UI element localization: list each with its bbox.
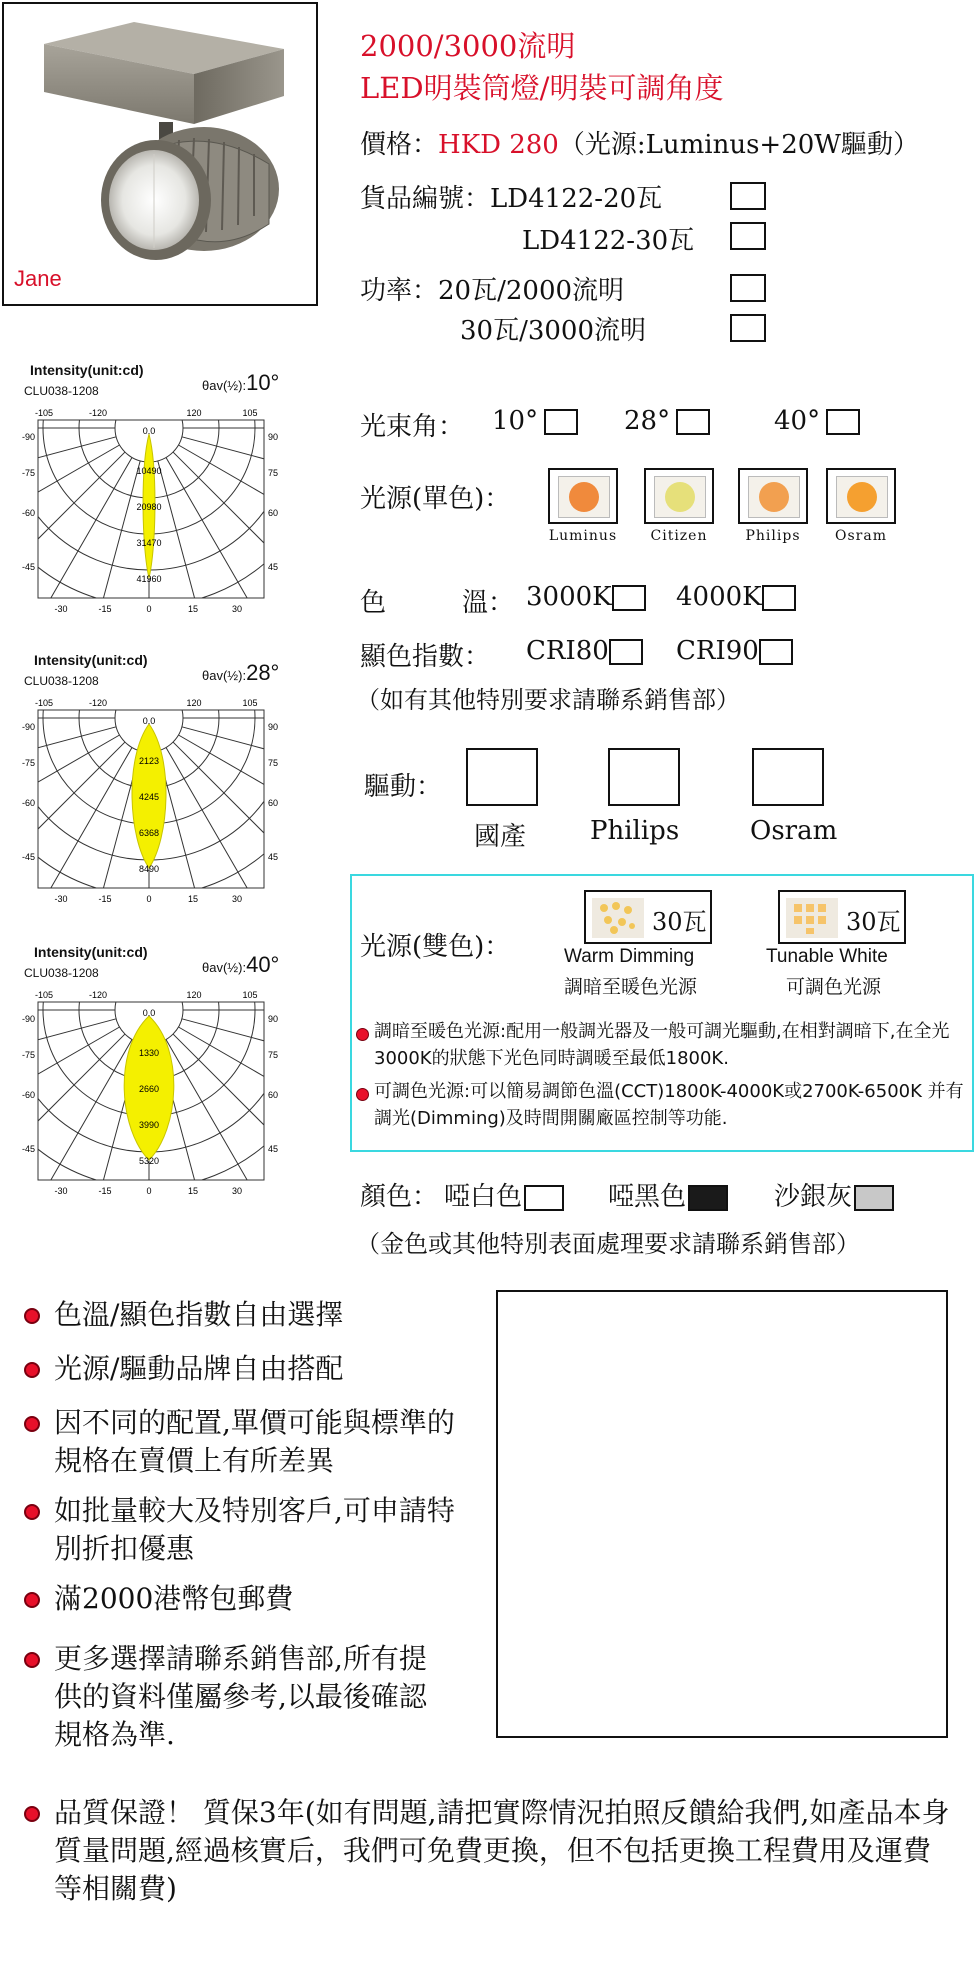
polar-chart-title: Intensity(unit:cd) (34, 652, 148, 668)
axis-tick-label: -15 (98, 1186, 112, 1196)
theta-value: 40° (246, 952, 280, 977)
led-chip-brand-label: Osram (835, 528, 887, 544)
beam-option-label: 28° (624, 406, 671, 436)
led-chip-brand-label: Philips (745, 528, 801, 544)
polar-chart-title: Intensity(unit:cd) (30, 362, 144, 378)
feature-bullet-text: 因不同的配置,單價可能與標準的規格在賣價上有所差異 (54, 1406, 455, 1477)
cri-option-label: CRI90 (676, 636, 759, 666)
intensity-label: 1330 (138, 1048, 160, 1058)
bullet-icon (24, 1592, 40, 1608)
warm-dim-watt: 30瓦 (652, 908, 707, 936)
axis-tick-label: -30 (54, 1186, 68, 1196)
finish-row (360, 1176, 438, 1213)
cri-option-80 (526, 636, 643, 666)
intensity-label: 8490 (138, 864, 160, 874)
power-option-30w: 30瓦/3000流明 (460, 316, 647, 346)
led-chip-icon (748, 476, 800, 518)
cri-option-label: CRI80 (526, 636, 609, 666)
led-emitter-icon (759, 482, 789, 512)
cri-90-checkbox[interactable] (759, 639, 793, 665)
theta-label: θav(½): (202, 668, 247, 683)
sku-30w-checkbox[interactable] (730, 222, 766, 250)
cct-option-4000k (676, 582, 796, 612)
finish-label: 顏色： (360, 1182, 439, 1212)
beam-10-checkbox[interactable] (544, 409, 578, 435)
axis-tick-label: 75 (268, 468, 279, 478)
sku-option-30w: LD4122-30瓦 (522, 226, 695, 256)
finish-option-white (444, 1176, 564, 1213)
led-chip-icon (558, 476, 610, 518)
product-photo-frame (2, 2, 318, 306)
price-value: HKD 280 (438, 130, 559, 160)
intensity-label: 0.0 (142, 1008, 156, 1018)
finish-option-label: 沙銀灰 (774, 1182, 853, 1212)
theta-label: θav(½): (202, 960, 247, 975)
feature-bullet-text: 品質保證！ 質保3年(如有問題,請把實際情況拍照反饋給我們,如產品本身質量問題,經過核實后，我們可免費更換，但不包括更換工程費用及運費等相關費) (54, 1796, 950, 1905)
finish-option-label: 啞白色 (444, 1182, 523, 1212)
led-chip-icon (836, 476, 888, 518)
intensity-label: 0.0 (142, 426, 156, 436)
axis-tick-label: 60 (268, 798, 279, 808)
axis-tick-label: 15 (187, 604, 199, 614)
intensity-label: 5320 (138, 1156, 160, 1166)
axis-tick-label: 90 (268, 722, 279, 732)
finish-grey-swatch[interactable] (854, 1185, 894, 1211)
beam-option-10 (492, 406, 578, 436)
axis-tick-label: 75 (268, 1050, 279, 1060)
polar-chart (21, 362, 304, 632)
bullet-icon (24, 1806, 40, 1822)
axis-tick-label: -30 (54, 894, 68, 904)
intensity-label: 2660 (138, 1084, 160, 1094)
beam-40-checkbox[interactable] (826, 409, 860, 435)
beam-option-28 (624, 406, 710, 436)
tunable-name-zh: 可調色光源 (786, 976, 882, 998)
blank-frame (496, 1290, 948, 1738)
finish-option-black (608, 1176, 728, 1213)
axis-tick-label: -45 (21, 852, 35, 862)
cri-option-90 (676, 636, 793, 666)
power-30w-checkbox[interactable] (730, 314, 766, 342)
tunable-chip-icon (784, 894, 840, 942)
led-chip-option-citizen[interactable] (644, 468, 714, 524)
axis-tick-label: 120 (186, 990, 202, 1000)
cct-row (360, 582, 386, 619)
finish-white-swatch[interactable] (524, 1185, 564, 1211)
price-row (360, 124, 919, 161)
bullet-icon (24, 1362, 40, 1378)
feature-bullet-text: 更多選擇請聯系銷售部,所有提供的資料僅屬參考,以最後確認規格為準. (54, 1642, 427, 1751)
axis-tick-label: 105 (242, 990, 258, 1000)
axis-tick-label: -45 (21, 562, 35, 572)
warm-dim-chip-box[interactable] (584, 890, 712, 944)
beam-option-label: 10° (492, 406, 539, 436)
photo-caption: Jane (14, 266, 62, 291)
cct-4000k-checkbox[interactable] (762, 585, 796, 611)
driver-label: 驅動： (364, 772, 443, 802)
axis-tick-label: -75 (21, 1050, 35, 1060)
finish-option-label: 啞黑色 (608, 1182, 687, 1212)
intensity-label: 20980 (136, 502, 162, 512)
sku-option-20w: LD4122-20瓦 (490, 184, 663, 214)
bullet-icon (24, 1308, 40, 1324)
driver-domestic-checkbox[interactable] (466, 748, 538, 806)
product-title-lumens: 2000/3000流明 (360, 29, 576, 63)
axis-tick-label: 45 (268, 852, 279, 862)
axis-tick-label: 120 (186, 698, 202, 708)
polar-grid-ray (20, 747, 132, 922)
intensity-label: 4245 (138, 792, 160, 802)
polar-chart-code: CLU038-1208 (24, 384, 99, 398)
axis-tick-label: -90 (21, 1014, 35, 1024)
polar-grid-ray (20, 457, 132, 632)
theta-label: θav(½): (202, 378, 247, 393)
led-emitter-icon (569, 482, 599, 512)
axis-tick-label: -120 (88, 990, 108, 1000)
axis-tick-label: -15 (98, 604, 112, 614)
single-source-label: 光源(單色)： (360, 484, 511, 514)
axis-tick-label: -60 (21, 1090, 35, 1100)
axis-tick-label: -75 (21, 758, 35, 768)
polar-grid-ray (166, 747, 290, 922)
axis-tick-label: 75 (268, 758, 279, 768)
axis-tick-label: 45 (268, 562, 279, 572)
warm-dim-name-en: Warm Dimming (564, 946, 695, 967)
tunable-chip-box[interactable] (778, 890, 906, 944)
intensity-label: 31470 (136, 538, 162, 548)
finish-black-swatch[interactable] (688, 1185, 728, 1211)
warm-dim-note: 調暗至暖色光源:配用一般調光器及一般可調光驅動,在相對調暗下,在全光3000K的狀態下光色同時調暖至最低1800K. (374, 1021, 950, 1069)
axis-tick-label: -120 (88, 698, 108, 708)
cct-option-label: 4000K (676, 582, 762, 612)
axis-tick-label: 15 (187, 1186, 199, 1196)
axis-tick-label: -75 (21, 468, 35, 478)
beam-option-40 (774, 406, 860, 436)
driver-option-osram: Osram (750, 816, 838, 846)
beam-28-checkbox[interactable] (676, 409, 710, 435)
polar-grid-ray (20, 1039, 132, 1214)
bullet-icon (24, 1504, 40, 1520)
feature-bullet-text: 光源/驅動品牌自由搭配 (54, 1352, 344, 1385)
intensity-label: 6368 (138, 828, 160, 838)
axis-tick-label: 105 (242, 408, 258, 418)
intensity-label: 41960 (136, 574, 162, 584)
feature-bullet-text: 色溫/顯色指數自由選擇 (54, 1298, 344, 1331)
axis-tick-label: -90 (21, 432, 35, 442)
led-chip-icon (654, 476, 706, 518)
polar-chart (21, 652, 304, 922)
cct-3000k-checkbox[interactable] (612, 585, 646, 611)
bullet-icon (24, 1652, 40, 1668)
axis-tick-label: 0 (146, 1186, 152, 1196)
polar-chart-title: Intensity(unit:cd) (34, 944, 148, 960)
axis-tick-label: -120 (88, 408, 108, 418)
warm-dim-chip-icon (590, 894, 646, 942)
polar-chart-plot (20, 984, 290, 1214)
axis-tick-label: 120 (186, 408, 202, 418)
polar-grid-ray (166, 1039, 290, 1214)
intensity-label: 0.0 (142, 716, 156, 726)
warm-dim-name-zh: 調暗至暖色光源 (564, 976, 698, 998)
axis-tick-label: -105 (34, 990, 54, 1000)
cri-label: 顯色指數： (360, 642, 491, 672)
led-chip-brand-label: Luminus (548, 528, 618, 544)
axis-tick-label: -60 (21, 798, 35, 808)
polar-chart-theta (202, 370, 279, 396)
axis-tick-label: 30 (231, 604, 243, 614)
sku-20w-checkbox[interactable] (730, 182, 766, 210)
polar-chart-code: CLU038-1208 (24, 966, 99, 980)
price-note: （光源:Luminus+20W驅動） (558, 130, 920, 160)
polar-grid-ray (166, 457, 290, 632)
axis-tick-label: 30 (231, 1186, 243, 1196)
product-photo (4, 4, 316, 304)
axis-tick-label: -15 (98, 894, 112, 904)
polar-chart-theta (202, 660, 279, 686)
cct-label-1: 色 (360, 588, 387, 618)
axis-tick-label: -60 (21, 508, 35, 518)
led-chip-brand-label: Citizen (650, 528, 708, 544)
power-option-20w: 20瓦/2000流明 (438, 276, 625, 306)
beam-angle-label: 光束角： (360, 412, 465, 442)
beam-angle-row (360, 406, 464, 443)
axis-tick-label: -105 (34, 408, 54, 418)
axis-tick-label: 45 (268, 1144, 279, 1154)
finish-note: （金色或其他特別表面處理要求請聯系銷售部） (356, 1230, 860, 1258)
special-request-note: （如有其他特別要求請聯系銷售部） (356, 686, 740, 714)
polar-chart-code: CLU038-1208 (24, 674, 99, 688)
product-title-name: LED明裝筒燈/明裝可調角度 (360, 71, 724, 105)
axis-tick-label: -105 (34, 698, 54, 708)
driver-option-domestic: 國產 (474, 822, 527, 852)
led-chip-option-osram[interactable] (826, 468, 896, 524)
driver-osram-checkbox[interactable] (752, 748, 824, 806)
cct-option-3000k (526, 582, 646, 612)
led-emitter-icon (847, 482, 877, 512)
sku-row-1 (360, 178, 662, 215)
axis-tick-label: 15 (187, 894, 199, 904)
axis-tick-label: 60 (268, 508, 279, 518)
axis-tick-label: -45 (21, 1144, 35, 1154)
axis-tick-label: 60 (268, 1090, 279, 1100)
driver-option-philips: Philips (590, 816, 680, 846)
intensity-label: 10490 (136, 466, 162, 476)
cri-80-checkbox[interactable] (609, 639, 643, 665)
power-label: 功率： (360, 276, 439, 306)
axis-tick-label: 0 (146, 604, 152, 614)
axis-tick-label: 90 (268, 432, 279, 442)
price-label: 價格： (360, 130, 439, 160)
theta-value: 28° (246, 660, 280, 685)
polar-chart-plot (20, 402, 290, 632)
axis-tick-label: -30 (54, 604, 68, 614)
polar-chart-plot (20, 692, 290, 922)
polar-chart-theta (202, 952, 279, 978)
note-bullet-icon (356, 1028, 369, 1041)
sku-label: 貨品編號： (360, 184, 491, 214)
tunable-name-en: Tunable White (766, 946, 888, 967)
power-20w-checkbox[interactable] (730, 274, 766, 302)
bullet-icon (24, 1416, 40, 1432)
led-chip-option-philips[interactable] (738, 468, 808, 524)
driver-philips-checkbox[interactable] (608, 748, 680, 806)
intensity-label: 3990 (138, 1120, 160, 1130)
cct-label-2: 溫： (462, 588, 515, 618)
power-row-1 (360, 270, 624, 307)
note-bullet-icon (356, 1088, 369, 1101)
axis-tick-label: 90 (268, 1014, 279, 1024)
axis-tick-label: -90 (21, 722, 35, 732)
led-emitter-icon (665, 482, 695, 512)
polar-chart (21, 944, 304, 1214)
theta-value: 10° (246, 370, 280, 395)
axis-tick-label: 30 (231, 894, 243, 904)
axis-tick-label: 105 (242, 698, 258, 708)
finish-option-grey (774, 1176, 894, 1213)
feature-bullet-text: 如批量較大及特別客戶,可申請特別折扣優惠 (54, 1494, 455, 1565)
feature-bullet-text: 滿2000港幣包郵費 (54, 1582, 294, 1615)
intensity-label: 2123 (138, 756, 160, 766)
cct-option-label: 3000K (526, 582, 612, 612)
tunable-note: 可調色光源:可以簡易調節色溫(CCT)1800K-4000K或2700K-6500K 并有調光(Dimming)及時間開關廠區控制等功能. (374, 1081, 964, 1129)
beam-option-label: 40° (774, 406, 821, 436)
led-chip-option-luminus[interactable] (548, 468, 618, 524)
tunable-watt: 30瓦 (846, 908, 901, 936)
dual-source-label: 光源(雙色)： (360, 932, 511, 962)
axis-tick-label: 0 (146, 894, 152, 904)
